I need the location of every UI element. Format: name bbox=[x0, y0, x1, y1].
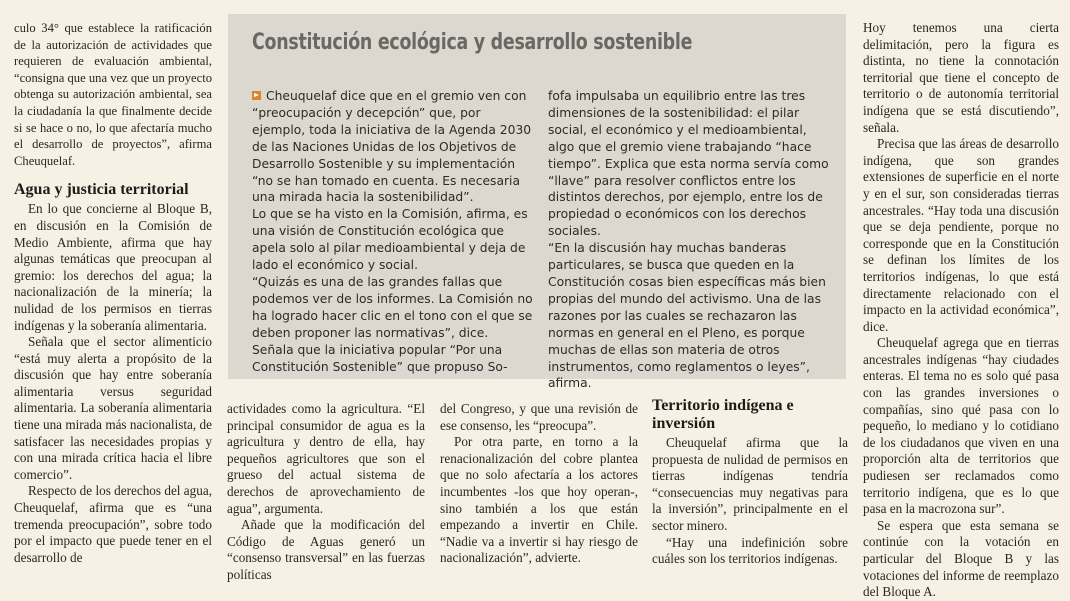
sidebar-box bbox=[228, 14, 846, 391]
article-column-2 bbox=[227, 401, 425, 584]
box-paragraph: Señala que la iniciativa popular “Por una Constitución Sostenible” que propuso So- bbox=[252, 342, 508, 374]
section-heading-territorio: Territorio indígena e inversión bbox=[652, 397, 794, 432]
paragraph: “Hay una indefinición sobre cuáles son los territorios indígenas. bbox=[652, 534, 848, 567]
box-paragraph: Lo que se ha visto en la Comisión, afirma, es una visión de Constitución ecológica que apela solo al pilar medioambiental y deja de lado el económico y social. bbox=[252, 207, 528, 273]
box-column-right bbox=[548, 88, 832, 392]
article-column-4 bbox=[652, 393, 848, 568]
paragraph: Por otra parte, en torno a la renacionalización del cobre plantea que no solo afectaría a los actores incumbentes -los que hoy operan-, sino también a los que están empezando a invertir en Chile. “Nadie va a invertir si hay riesgo de nacionalización”, advierte. bbox=[440, 434, 638, 566]
article-column-5 bbox=[863, 20, 1059, 601]
box-title: Constitución ecológica y desarrollo sostenible bbox=[252, 30, 693, 55]
paragraph: actividades como la agricultura. “El principal consumidor de agua es la agricultura y dentro de ella, hay pequeños agricultores que son el grueso del actual sistema de derechos de aprovechamiento de agua”, argumenta. bbox=[227, 401, 425, 516]
paragraph: Cheuquelaf agrega que en tierras ancestrales indígenas “hay ciudades enteras. El tema no es solo qué pasa con las grandes inversiones o compañías, sino qué pasa con lo pequeño, lo mediano y lo cotidiano de los ciudadanos que viven en una proporción alta de territorios que pudiesen ser reclamados como territorio indígena, que es lo que pasa en la macrozona sur”. bbox=[863, 335, 1059, 517]
section-heading-agua: Agua y justicia territorial bbox=[14, 181, 189, 199]
play-square-icon bbox=[252, 91, 261, 100]
box-paragraph: fofa impulsaba un equilibrio entre las tres dimensiones de la sostenibilidad: el pilar social, el económico y el medioambiental, algo que el gremio viene trabajando “hace tiempo”. Explica que esta norma servía como “llave” para resolver conflictos entre los distintos derechos, por ejemplo, entre los de propiedad o económicos con los derechos sociales. bbox=[548, 89, 829, 239]
box-paragraph: “En la discusión hay muchas banderas particulares, se busca que queden en la Constitución cosas bien específicas más bien propias del mundo del activismo. Una de las razones por las cuales se rechazaron las normas en general en el Pleno, es porque muchas de ellas son materia de otros instrumentos, como reglamentos o leyes”, afirma. bbox=[548, 241, 826, 391]
paragraph: culo 34° que establece la ratificación de la autorización de actividades que requieren de evaluación ambiental, “consigna que una vez que un proyecto obtenga su autorización ambiental, sea la ciudadanía la que finalmente decide si se hace o no, lo que afectaría mucho el desarrollo de proyectos”, afirma Cheuquelaf. bbox=[14, 21, 212, 168]
paragraph: Se espera que esta semana se continúe con la votación en particular del Bloque B y las votaciones del informe de reemplazo del Bloque A. bbox=[863, 517, 1059, 600]
box-column-left bbox=[252, 88, 534, 375]
paragraph: Precisa que las áreas de desarrollo indígena, que son grandes extensiones de superficie en el norte y en el sur, son consideradas tierras ancestrales. “Hay toda una discusión que se deja pendiente, porque no corresponde que en la Constitución se definan los límites de los territorios indígenas, lo que está directamente relacionado con el impacto en la actividad económica”, dice. bbox=[863, 136, 1059, 334]
paragraph: del Congreso, y que una revisión de ese consenso, les “preocupa”. bbox=[440, 401, 638, 433]
article-column-1 bbox=[14, 20, 212, 566]
paragraph: Añade que la modificación del Código de Aguas generó un “consenso transversal” en las fuerzas políticas bbox=[227, 517, 425, 582]
box-paragraph: “Quizás es una de las grandes fallas que podemos ver de los informes. La Comisión no ha logrado hacer clic en el tono con el que se deben proponer las normativas”, dice. bbox=[252, 274, 533, 340]
paragraph: En lo que concierne al Bloque B, en discusión en la Comisión de Medio Ambiente, afirma que hay algunas temáticas que preocupan al gremio: los derechos del agua; la nacionalización de la minería; la nulidad de los permisos en tierras indígenas y la soberanía alimentaria. bbox=[14, 201, 212, 333]
paragraph: Cheuquelaf afirma que la propuesta de nulidad de permisos en tierras indígenas tendría “consecuencias muy negativas para la inversión”, principalmente en el sector minero. bbox=[652, 435, 848, 533]
paragraph: Respecto de los derechos del agua, Cheuquelaf, afirma que es “una tremenda preocupación”, sobre todo por el impacto que puede tener en el desarrollo de bbox=[14, 483, 212, 565]
paragraph: Señala que el sector alimenticio “está muy alerta a propósito de la discusión que hay entre soberanía alimentaria versus seguridad alimentaria. La soberanía alimentaria tiene una mirada más nacionalista, de satisfacer las necesidades propias y con una mirada crítica hacia el libre comercio”. bbox=[14, 334, 212, 482]
box-paragraph: Cheuquelaf dice que en el gremio ven con “preocupación y decepción” que, por ejemplo, toda la iniciativa de la Agenda 2030 de las Naciones Unidas de los Objetivos de Desarrollo Sostenible y su implementación “no se han tomado en cuenta. Es necesaria una mirada hacia la sostenibilidad”. bbox=[252, 89, 532, 205]
paragraph: Hoy tenemos una cierta delimitación, pero la figura es distinta, no tiene la connotación territorial que tiene el concepto de territorio o de autonomía territorial indígena que se está discutiendo”, señala. bbox=[863, 20, 1059, 135]
article-column-3 bbox=[440, 401, 638, 567]
